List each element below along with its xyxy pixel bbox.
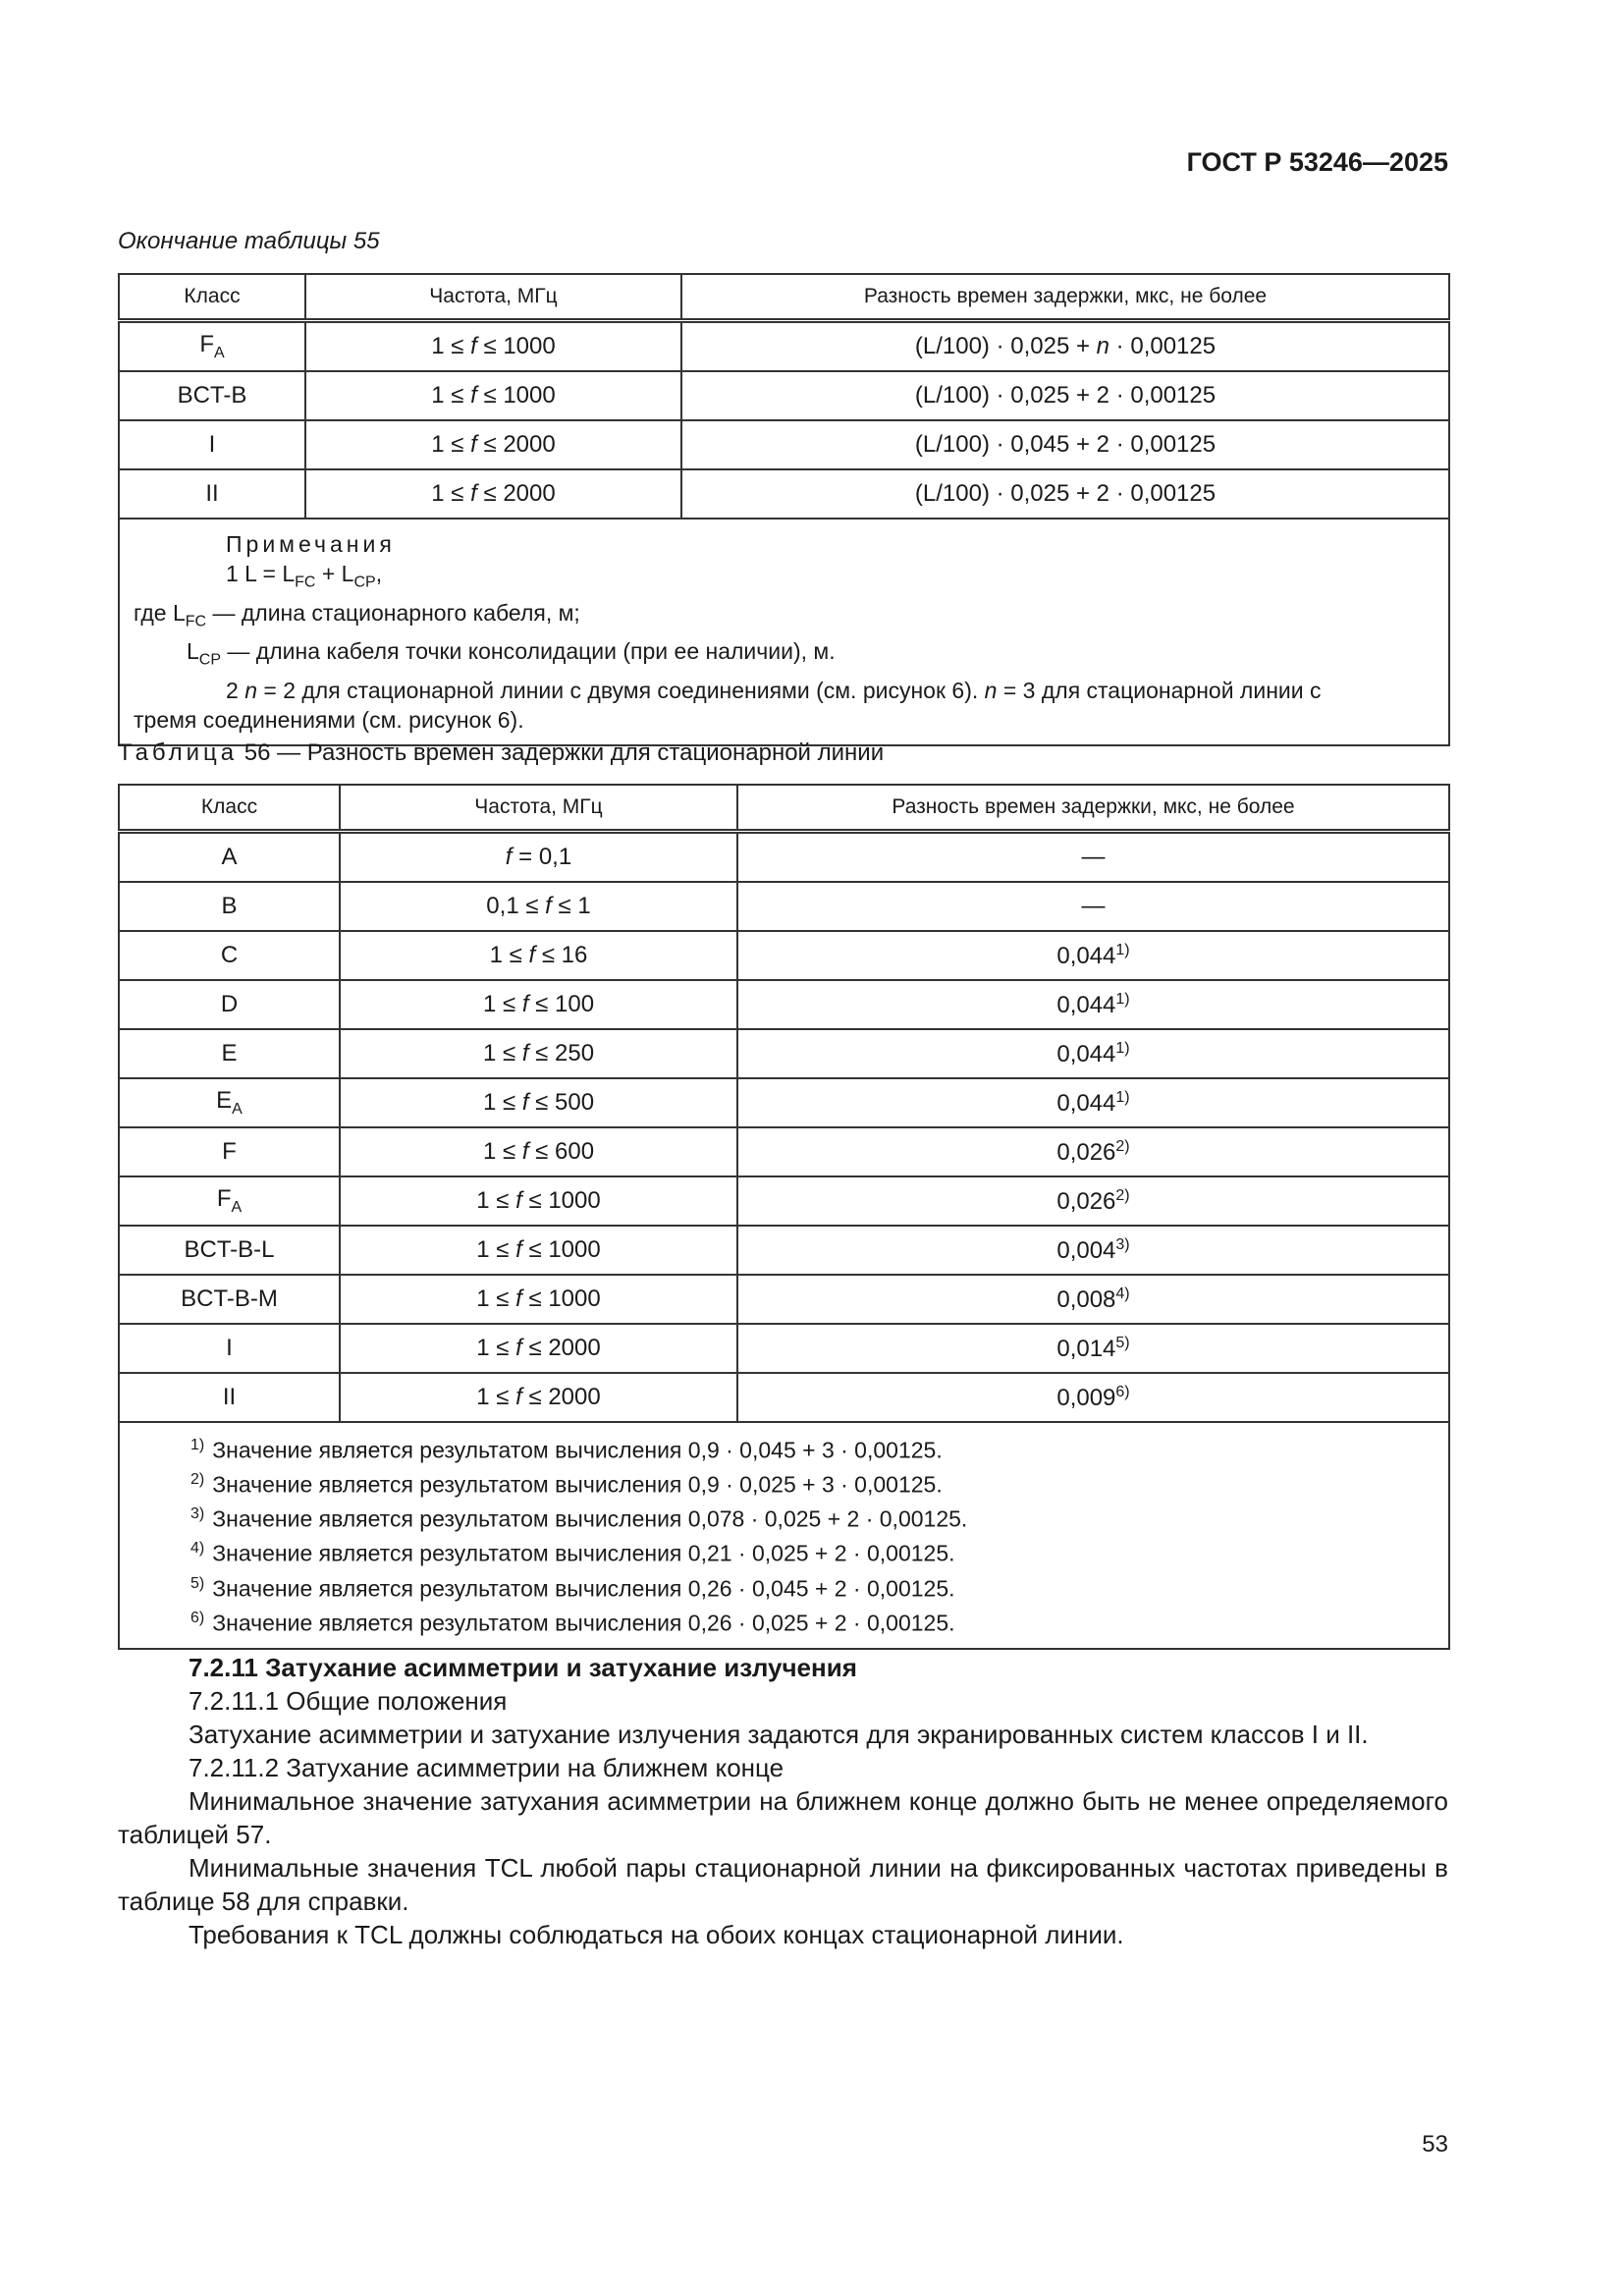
table-row bbox=[119, 469, 1449, 519]
column-header-delay: Разность времен задержки, мкс, не более bbox=[737, 785, 1449, 832]
frequency-cell: 1 ≤ f ≤ 1000 bbox=[305, 371, 681, 420]
table-row bbox=[119, 882, 1449, 931]
footnote-mark: 5) bbox=[190, 1574, 205, 1592]
delay-cell: — bbox=[737, 832, 1449, 883]
delay-cell: (L/100) · 0,045 + 2 · 0,00125 bbox=[681, 420, 1449, 469]
footnote-mark: 6) bbox=[190, 1609, 205, 1626]
footnote bbox=[190, 1569, 1448, 1604]
footnote bbox=[190, 1500, 1448, 1534]
class-cell: A bbox=[119, 832, 340, 883]
footnote-text: Значение является результатом вычисления 0,9 · 0,045 + 3 · 0,00125. bbox=[212, 1437, 943, 1463]
delay-cell: (L/100) · 0,025 + n · 0,00125 bbox=[681, 321, 1449, 372]
class-cell: $F_A$ bbox=[119, 321, 305, 372]
column-header-class: Класс bbox=[119, 785, 340, 832]
table-row bbox=[119, 1029, 1449, 1078]
footnote-mark: 4) bbox=[190, 1540, 205, 1558]
class-cell: BCT-B-L bbox=[119, 1226, 340, 1275]
paragraph-1: Затухание асимметрии и затухание излучения задаются для экранированных систем классов I и II. bbox=[189, 1720, 1369, 1749]
frequency-cell: 1 ≤ f ≤ 250 bbox=[340, 1029, 737, 1078]
footnote-ref: 1) bbox=[1115, 1088, 1130, 1106]
frequency-cell: f = 0,1 bbox=[340, 832, 737, 883]
footnote-mark: 2) bbox=[190, 1471, 205, 1489]
footnote-text: Значение является результатом вычисления 0,078 · 0,025 + 2 · 0,00125. bbox=[212, 1505, 968, 1532]
footnote-mark: 1) bbox=[190, 1437, 205, 1453]
table-row bbox=[119, 1176, 1449, 1226]
footnote-text: Значение является результатом вычисления 0,21 · 0,025 + 2 · 0,00125. bbox=[212, 1541, 955, 1567]
frequency-cell: 1 ≤ f ≤ 500 bbox=[340, 1078, 737, 1127]
frequency-cell: 1 ≤ f ≤ 100 bbox=[340, 980, 737, 1029]
delay-cell: 0,009$^{6)}$ bbox=[737, 1373, 1449, 1422]
frequency-cell: 1 ≤ f ≤ 16 bbox=[340, 931, 737, 980]
delay-cell: 0,014$^{5)}$ bbox=[737, 1324, 1449, 1373]
class-cell: B bbox=[119, 882, 340, 931]
delay-cell: — bbox=[737, 882, 1449, 931]
footnote-ref: 6) bbox=[1115, 1383, 1130, 1400]
delay-cell: 0,004$^{3)}$ bbox=[737, 1226, 1449, 1275]
footnote bbox=[190, 1604, 1448, 1638]
footnote bbox=[190, 1534, 1448, 1568]
paragraph-4: Требования к TCL должны соблюдаться на обоих концах стационарной линии. bbox=[189, 1920, 1124, 1949]
table-row bbox=[119, 931, 1449, 980]
footnote-text: Значение является результатом вычисления 0,9 · 0,025 + 3 · 0,00125. bbox=[212, 1471, 943, 1498]
paragraph-3: Минимальные значения TCL любой пары стационарной линии на фиксированных частотах приведены в таблице 58 для справки. bbox=[118, 1853, 1448, 1916]
frequency-cell: 1 ≤ f ≤ 2000 bbox=[340, 1324, 737, 1373]
section-heading: 7.2.11 Затухание асимметрии и затухание излучения bbox=[189, 1653, 857, 1682]
table-row bbox=[119, 1275, 1449, 1324]
frequency-cell: 0,1 ≤ f ≤ 1 bbox=[340, 882, 737, 931]
footnote-ref: 4) bbox=[1115, 1285, 1130, 1302]
table-row bbox=[119, 1127, 1449, 1176]
class-cell: II bbox=[119, 469, 305, 519]
frequency-cell: 1 ≤ f ≤ 2000 bbox=[340, 1373, 737, 1422]
delay-cell: 0,044$^{1)}$ bbox=[737, 1078, 1449, 1127]
delay-cell: 0,044$^{1)}$ bbox=[737, 980, 1449, 1029]
subsection-heading-1: 7.2.11.1 Общие положения bbox=[189, 1686, 508, 1716]
document-title: ГОСТ Р 53246—2025 bbox=[1186, 147, 1448, 177]
table-row bbox=[119, 1324, 1449, 1373]
paragraph-2: Минимальное значение затухания асимметрии на ближнем конце должно быть не менее определяемого таблицей 57. bbox=[118, 1786, 1448, 1849]
class-cell: F bbox=[119, 1127, 340, 1176]
subsection-heading-2: 7.2.11.2 Затухание асимметрии на ближнем конце bbox=[189, 1753, 784, 1782]
class-cell: D bbox=[119, 980, 340, 1029]
note-lfc: где $L_{FC}$ — длина стационарного кабеля, м; bbox=[134, 599, 580, 630]
footnote-ref: 1) bbox=[1115, 941, 1130, 958]
column-header-frequency: Частота, МГц bbox=[340, 785, 737, 832]
table55-caption: Окончание таблицы 55 bbox=[118, 228, 380, 254]
delay-cell: (L/100) · 0,025 + 2 · 0,00125 bbox=[681, 371, 1449, 420]
notes-title: Примечания bbox=[226, 531, 396, 557]
footnote-ref: 1) bbox=[1115, 990, 1130, 1008]
column-header-class: Класс bbox=[119, 274, 305, 321]
delay-cell: 0,044$^{1)}$ bbox=[737, 1029, 1449, 1078]
table-row bbox=[119, 1226, 1449, 1275]
delay-cell: 0,026$^{2)}$ bbox=[737, 1176, 1449, 1226]
class-cell: BCT-B bbox=[119, 371, 305, 420]
class-cell: E bbox=[119, 1029, 340, 1078]
frequency-cell: 1 ≤ f ≤ 1000 bbox=[340, 1226, 737, 1275]
table56-caption: Таблица 56 — Разность времен задержки для стационарной линии bbox=[118, 739, 885, 766]
table56-footnotes bbox=[119, 1422, 1449, 1649]
footnote-ref: 5) bbox=[1115, 1334, 1130, 1351]
section-body bbox=[118, 1651, 1448, 1951]
column-header-delay: Разность времен задержки, мкс, не более bbox=[681, 274, 1449, 321]
note-2: 2 n = 2 для стационарной линии с двумя соединениями (см. рисунок 6). n = 3 для стационарной линии с bbox=[226, 677, 1322, 703]
delay-cell: (L/100) · 0,025 + 2 · 0,00125 bbox=[681, 469, 1449, 519]
table-row bbox=[119, 321, 1449, 372]
footnote-mark: 3) bbox=[190, 1505, 205, 1523]
table-56 bbox=[118, 784, 1450, 1650]
footnote-ref: 1) bbox=[1115, 1039, 1130, 1057]
frequency-cell: 1 ≤ f ≤ 2000 bbox=[305, 420, 681, 469]
footnote-text: Значение является результатом вычисления 0,26 · 0,025 + 2 · 0,00125. bbox=[212, 1610, 955, 1636]
frequency-cell: 1 ≤ f ≤ 1000 bbox=[340, 1275, 737, 1324]
page-number: 53 bbox=[1422, 2131, 1448, 2158]
note-1: 1 $L = L_{FC} + L_{CP}$, bbox=[226, 561, 383, 591]
footnote-text: Значение является результатом вычисления 0,26 · 0,045 + 2 · 0,00125. bbox=[212, 1575, 955, 1602]
footnote bbox=[190, 1431, 1448, 1465]
table-row bbox=[119, 371, 1449, 420]
footnote-ref: 2) bbox=[1115, 1186, 1130, 1204]
frequency-cell: 1 ≤ f ≤ 600 bbox=[340, 1127, 737, 1176]
frequency-cell: 1 ≤ f ≤ 2000 bbox=[305, 469, 681, 519]
table-55 bbox=[118, 273, 1450, 746]
class-cell: I bbox=[119, 420, 305, 469]
table55-notes bbox=[119, 519, 1449, 745]
table-row bbox=[119, 980, 1449, 1029]
class-cell: $E_A$ bbox=[119, 1078, 340, 1127]
frequency-cell: 1 ≤ f ≤ 1000 bbox=[305, 321, 681, 372]
class-cell: C bbox=[119, 931, 340, 980]
delay-cell: 0,026$^{2)}$ bbox=[737, 1127, 1449, 1176]
column-header-frequency: Частота, МГц bbox=[305, 274, 681, 321]
table-row bbox=[119, 832, 1449, 883]
table-row bbox=[119, 1373, 1449, 1422]
class-cell: $F_A$ bbox=[119, 1176, 340, 1226]
delay-cell: 0,008$^{4)}$ bbox=[737, 1275, 1449, 1324]
note-2-cont: тремя соединениями (см. рисунок 6). bbox=[134, 706, 524, 733]
note-lcp: $L_{CP}$ — длина кабеля точки консолидации (при ее наличии), м. bbox=[187, 638, 836, 669]
footnote bbox=[190, 1465, 1448, 1500]
table-row bbox=[119, 420, 1449, 469]
class-cell: BCT-B-M bbox=[119, 1275, 340, 1324]
delay-cell: 0,044$^{1)}$ bbox=[737, 931, 1449, 980]
table-row bbox=[119, 1078, 1449, 1127]
class-cell: I bbox=[119, 1324, 340, 1373]
frequency-cell: 1 ≤ f ≤ 1000 bbox=[340, 1176, 737, 1226]
footnote-ref: 2) bbox=[1115, 1137, 1130, 1155]
footnote-ref: 3) bbox=[1115, 1235, 1130, 1253]
class-cell: II bbox=[119, 1373, 340, 1422]
